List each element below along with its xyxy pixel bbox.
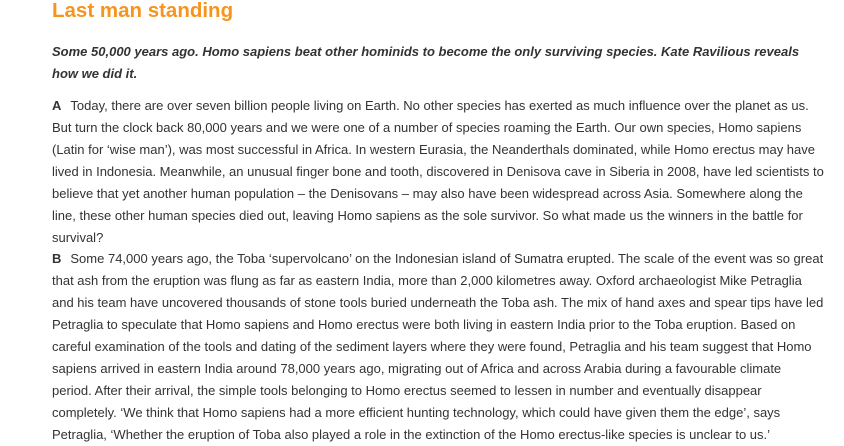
paragraph-b (52, 248, 824, 446)
article-title: Last man standing (52, 0, 234, 22)
article-intro: Some 50,000 years ago. Homo sapiens beat other hominids to become the only surviving species. Kate Ravilious reveals how we did it. (52, 44, 800, 81)
paragraph-a (52, 95, 824, 249)
paragraph-letter: B (52, 251, 62, 266)
paragraph-text: Some 74,000 years ago, the Toba ‘supervolcano’ on the Indonesian island of Sumatra erupted. The scale of the event was so great that ash from the eruption was flung as far as eastern India, more than 2,000 kilometres away. Oxford archaeologist Mike Petraglia and his team have uncovered thousands of stone tools buried underneath the Toba ash. The mix of hand axes and spear tips have led Petraglia to speculate that Homo sapiens and Homo erectus were both living in eastern India prior to the Toba eruption. Based on careful examination of the tools and dating of the sediment layers where they were found, Petraglia and his team suggest that Homo sapiens arrived in eastern India around 78,000 years ago, migrating out of Africa and across Arabia during a favourable climate period. After their arrival, the simple tools belonging to Homo erectus seemed to lessen in number and eventually disappear completely. ‘We think that Homo sapiens had a more efficient hunting technology, which could have given them the edge’, says Petraglia, ‘Whether the eruption of Toba also played a role in the extinction of the Homo erectus-like species is unclear to us.’ (52, 251, 824, 442)
paragraph-text: Today, there are over seven billion people living on Earth. No other species has exerted as much influence over the planet as us. But turn the clock back 80,000 years and we were one of a number of species roaming the Earth. Our own species, Homo sapiens (Latin for ‘wise man’), was most successful in Africa. In western Eurasia, the Neanderthals dominated, while Homo erectus may have lived in Indonesia. Meanwhile, an unusual finger bone and tooth, discovered in Denisova cave in Siberia in 2008, have led scientists to believe that yet another human population – the Denisovans – may also have been widespread across Asia. Somewhere along the line, these other human species died out, leaving Homo sapiens as the sole survivor. So what made us the winners in the battle for survival? (52, 98, 824, 245)
paragraph-letter: A (52, 98, 62, 113)
